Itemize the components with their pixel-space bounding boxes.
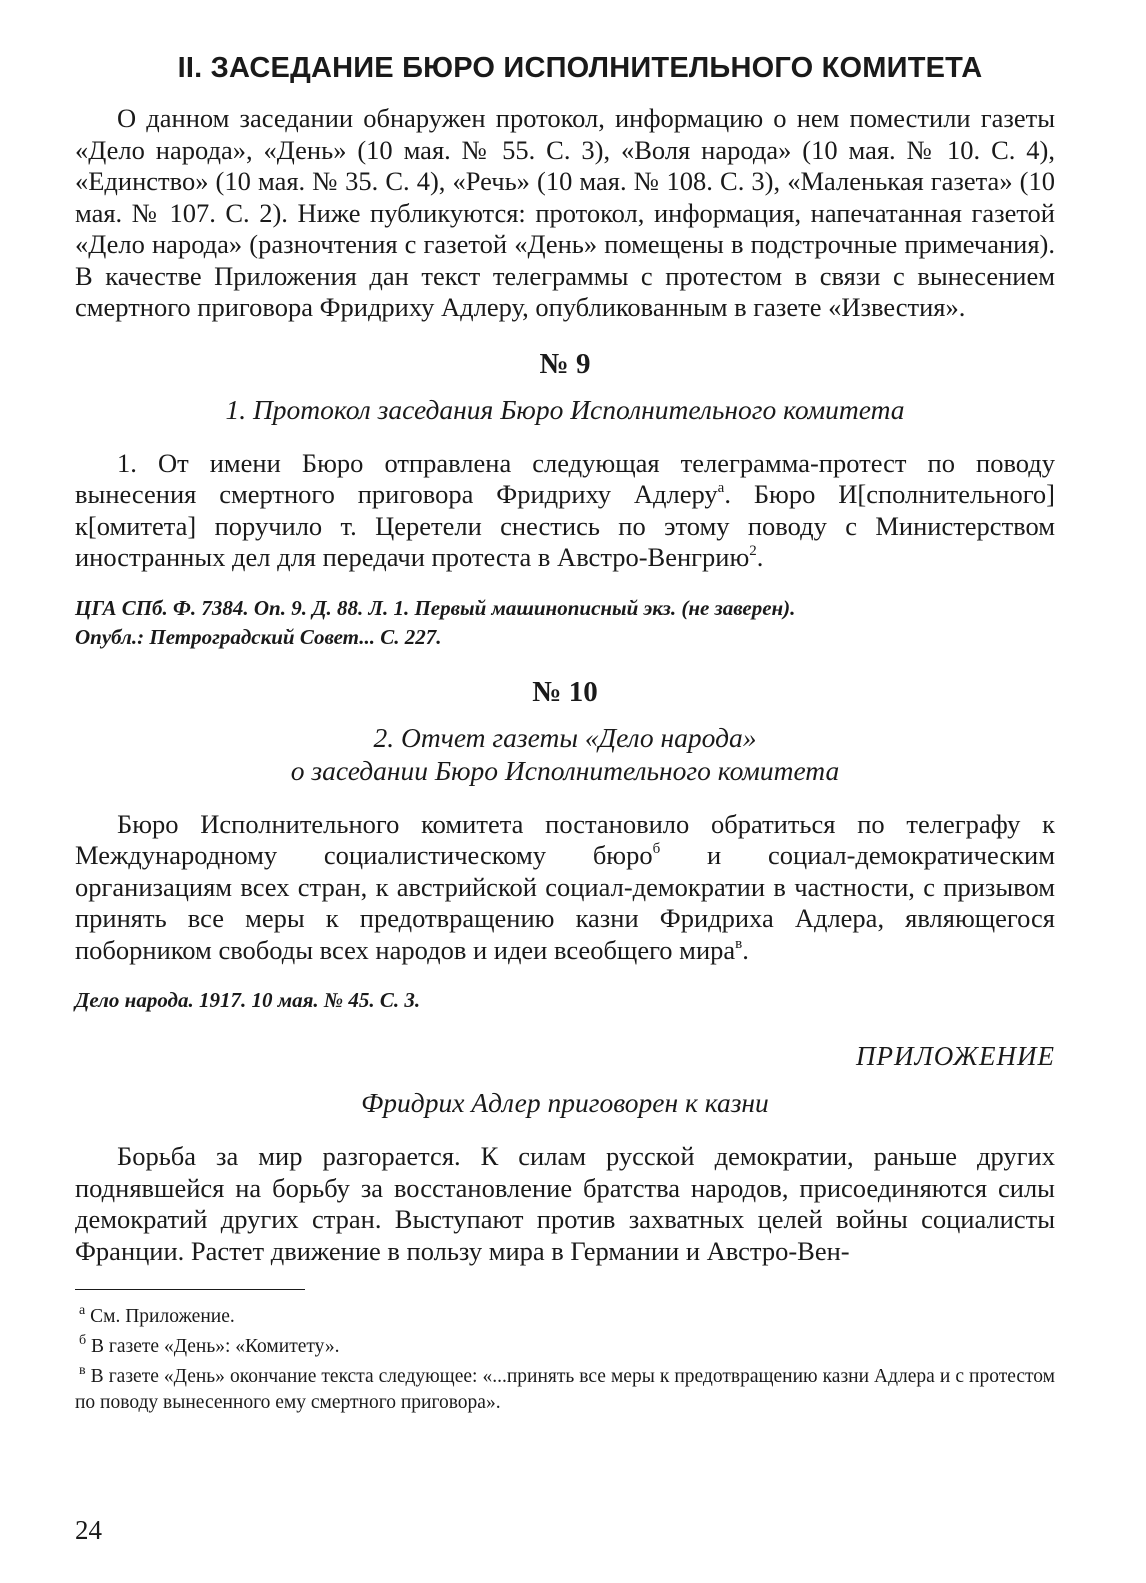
footnote-a	[75, 1304, 1055, 1330]
section-title: II. ЗАСЕДАНИЕ БЮРО ИСПОЛНИТЕЛЬНОГО КОМИТЕТА	[177, 52, 983, 84]
footnote-mark: в	[79, 1363, 86, 1378]
document-10-title-line: о заседании Бюро Исполнительного комитета	[290, 754, 840, 786]
footnote-divider	[75, 1289, 305, 1290]
document-9-body-text: .	[756, 542, 764, 572]
footnote-v	[75, 1364, 1055, 1416]
footnote-text: В газете «День»: «Комитету».	[86, 1336, 340, 1357]
footnote-ref-b: б	[652, 841, 661, 857]
intro-paragraph: О данном заседании обнаружен протокол, информацию о нем поместили газеты «Дело народа», «День» (10 мая. № 55. С. 3), «Воля народа» (10 мая. № 10. С. 4), «Единство» (10 мая. № 35. С. 4), «Речь» (10 мая. № 108. С. 3), «Маленькая газета» (10 мая. № 107. С. 2). Ниже публикуются: протокол, информация, напечатанная газетой «Дело народа» (разночтения с газетой «День» помещены в подстрочные примечания). В качестве Приложения дан текст телеграммы с протестом в связи с вынесением смертного приговора Фридриху Адлеру, опубликованным в газете «Известия».	[75, 103, 1055, 322]
document-page	[75, 52, 1055, 1420]
appendix-body: Борьба за мир разгорается. К силам русской демократии, раньше других поднявшейся на борьбу за восстановление братства народов, присоединяются силы демократий других стран. Выступают против захватных целей войны социалисты Франции. Растет движение в пользу мира в Германии и Австро-Вен-	[75, 1141, 1055, 1266]
footnote-mark: б	[79, 1333, 87, 1348]
document-9-publication: Опубл.: Петроградский Совет... С. 227.	[75, 624, 442, 649]
footnote-ref-a: а	[717, 480, 725, 496]
footnote-ref-v: в	[735, 935, 743, 952]
note-ref-2: 2	[749, 543, 757, 559]
document-10-body-text: .	[742, 934, 749, 965]
footnote-text: См. Приложение.	[85, 1306, 235, 1327]
footnote-mark: а	[79, 1303, 86, 1318]
footnote-b	[75, 1334, 1055, 1360]
document-9-body	[75, 448, 1055, 574]
document-9-body-text: . Бюро И[сполнительного] к[омитета] поручило т. Церетели снестись по этому поводу с Министерством иностранных дел для передачи протеста в Австро-Венгрию	[75, 479, 1055, 572]
appendix-title: Фридрих Адлер приговорен к казни	[361, 1087, 769, 1118]
page-number: 24	[75, 1515, 102, 1545]
document-9-archive-source: ЦГА СПб. Ф. 7384. Оп. 9. Д. 88. Л. 1. Первый машинописный экз. (не заверен).	[75, 595, 796, 620]
document-9-body-text: 1. От имени Бюро отправлена следующая телеграмма-протест по поводу вынесения смертного приговора Фридриху Адлеру	[75, 447, 1055, 509]
appendix-label: ПРИЛОЖЕНИЕ	[856, 1041, 1055, 1071]
document-10-number: № 10	[532, 675, 598, 708]
document-9-title: 1. Протокол заседания Бюро Исполнительного комитета	[225, 393, 905, 425]
document-10-source: Дело народа. 1917. 10 мая. № 45. С. 3.	[75, 988, 421, 1012]
document-10-title-line: 2. Отчет газеты «Дело народа»	[373, 721, 757, 753]
document-9-number: № 9	[539, 347, 591, 380]
document-10-title	[75, 721, 1055, 787]
document-10-body-text: и социал-демократическим организациям всех стран, к австрийской социал-демократии в частности, с призывом принять все меры к предотвращению казни Фридриха Адлера, являющегося поборником свободы всех народов и идеи всеобщего мира	[75, 840, 1056, 965]
footnote-text: В газете «День» окончание текста следующее: «...принять все меры к предотвращению казни Адлера и с протестом по поводу вынесенного ему смертного приговора».	[75, 1366, 1055, 1413]
document-10-body	[75, 809, 1055, 967]
document-10-body-text: Бюро Исполнительного комитета постановило обратиться по телеграфу к Международному социалистическому бюро	[75, 808, 1055, 870]
